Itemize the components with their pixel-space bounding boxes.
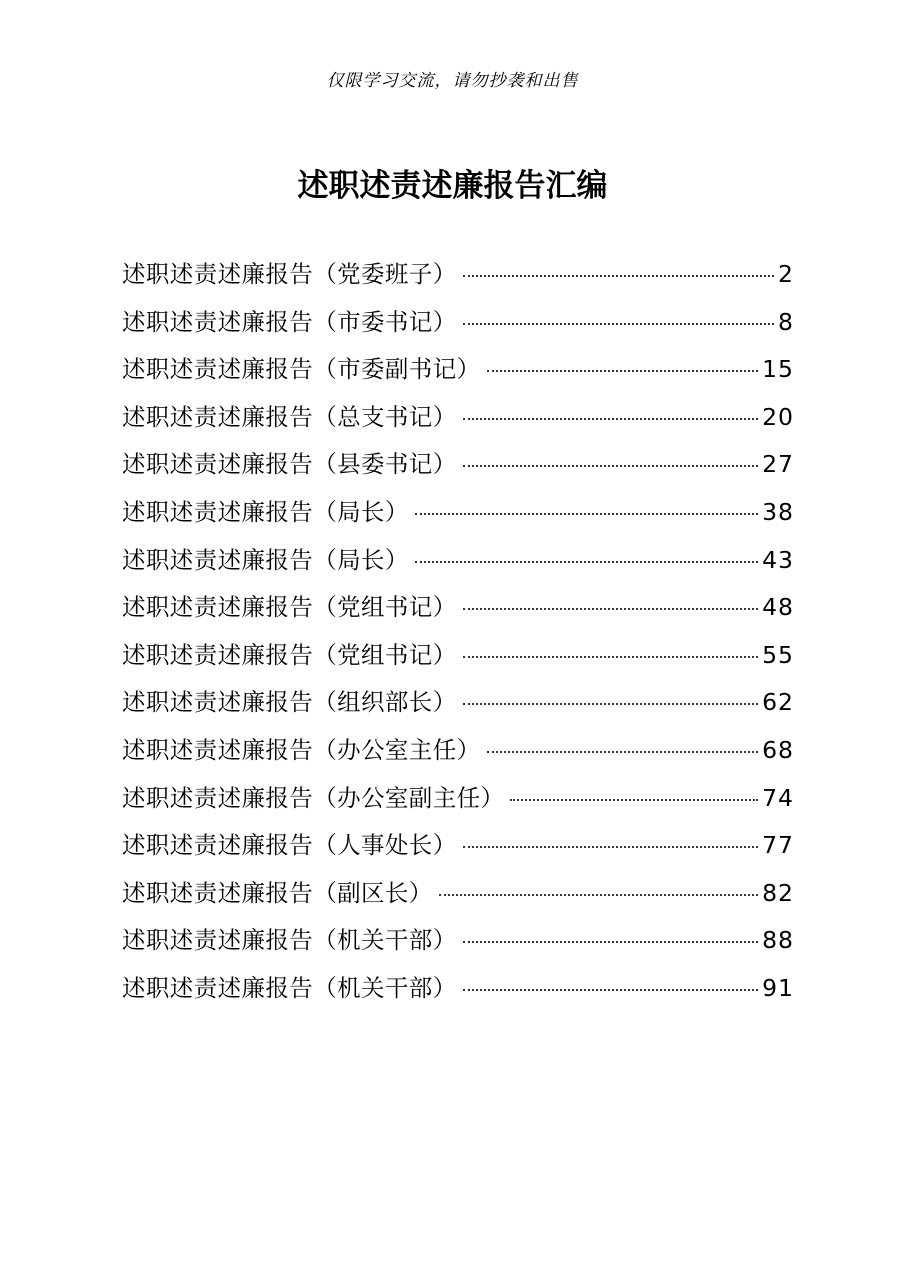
table-of-contents [122,251,794,1013]
toc-entry-label: 述职述责述廉报告（局长） [122,545,409,574]
toc-entry[interactable] [122,346,794,394]
toc-entry[interactable] [122,679,794,727]
toc-entry-label: 述职述责述廉报告（党组书记） [122,640,457,669]
toc-entry[interactable] [122,537,794,585]
toc-entry-label: 述职述责述廉报告（市委副书记） [122,355,481,384]
toc-entry[interactable] [122,584,794,632]
toc-entry-page: 38 [762,497,794,526]
toc-entry-page: 91 [762,973,794,1002]
toc-entry[interactable] [122,822,794,870]
toc-entry-label: 述职述责述廉报告（市委书记） [122,307,457,336]
toc-entry[interactable] [122,727,794,775]
toc-entry-page: 48 [762,593,794,622]
toc-entry-label: 述职述责述廉报告（县委书记） [122,450,457,479]
toc-entry[interactable] [122,489,794,537]
toc-entry-page: 8 [778,307,794,336]
toc-entry-label: 述职述责述廉报告（总支书记） [122,402,457,431]
toc-entry-label: 述职述责述廉报告（副区长） [122,878,433,907]
toc-entry-page: 2 [778,260,794,288]
toc-entry[interactable] [122,441,794,489]
toc-entry[interactable] [122,299,794,347]
toc-leader-dots [487,751,759,753]
copyright-notice: 仅限学习交流，请勿抄袭和出售 [326,71,579,91]
toc-entry-page: 43 [762,545,794,574]
toc-leader-dots [463,703,758,705]
toc-entry-page: 20 [762,402,794,431]
toc-leader-dots [487,370,759,372]
toc-leader-dots [463,275,774,277]
toc-leader-dots [415,561,758,563]
toc-leader-dots [463,323,774,325]
toc-entry-label: 述职述责述廉报告（机关干部） [122,973,457,1002]
toc-entry-label: 述职述责述廉报告（党组书记） [122,593,457,622]
toc-entry[interactable] [122,775,794,823]
toc-entry-page: 88 [762,926,794,955]
toc-entry-page: 82 [762,878,794,907]
toc-leader-dots [415,513,758,515]
toc-entry-page: 62 [762,688,794,717]
toc-entry-label: 述职述责述廉报告（办公室主任） [122,735,481,764]
toc-entry-page: 27 [762,450,794,479]
toc-entry-label: 述职述责述廉报告（局长） [122,497,409,526]
document-title: 述职述责述廉报告汇编 [297,168,608,204]
toc-entry-page: 55 [762,640,794,669]
toc-leader-dots [463,989,758,991]
toc-entry[interactable] [122,251,794,299]
toc-entry-label: 述职述责述廉报告（机关干部） [122,926,457,955]
toc-entry-label: 述职述责述廉报告（组织部长） [122,688,457,717]
toc-entry-page: 15 [762,355,794,384]
toc-entry[interactable] [122,870,794,918]
toc-leader-dots [463,608,758,610]
toc-leader-dots [463,465,758,467]
toc-leader-dots [463,846,758,848]
toc-leader-dots [463,941,758,943]
toc-entry-label: 述职述责述廉报告（办公室副主任） [122,783,505,812]
toc-leader-dots [439,894,758,896]
toc-entry-page: 74 [762,783,794,812]
toc-entry-page: 68 [762,735,794,764]
toc-entry-label: 述职述责述廉报告（党委班子） [122,260,457,288]
toc-entry-page: 77 [762,831,794,860]
toc-leader-dots [463,656,758,658]
toc-entry[interactable] [122,965,794,1013]
toc-entry[interactable] [122,394,794,442]
toc-leader-dots [510,799,758,801]
toc-leader-dots [463,418,758,420]
toc-entry-label: 述职述责述廉报告（人事处长） [122,831,457,860]
toc-entry[interactable] [122,917,794,965]
toc-entry[interactable] [122,632,794,680]
